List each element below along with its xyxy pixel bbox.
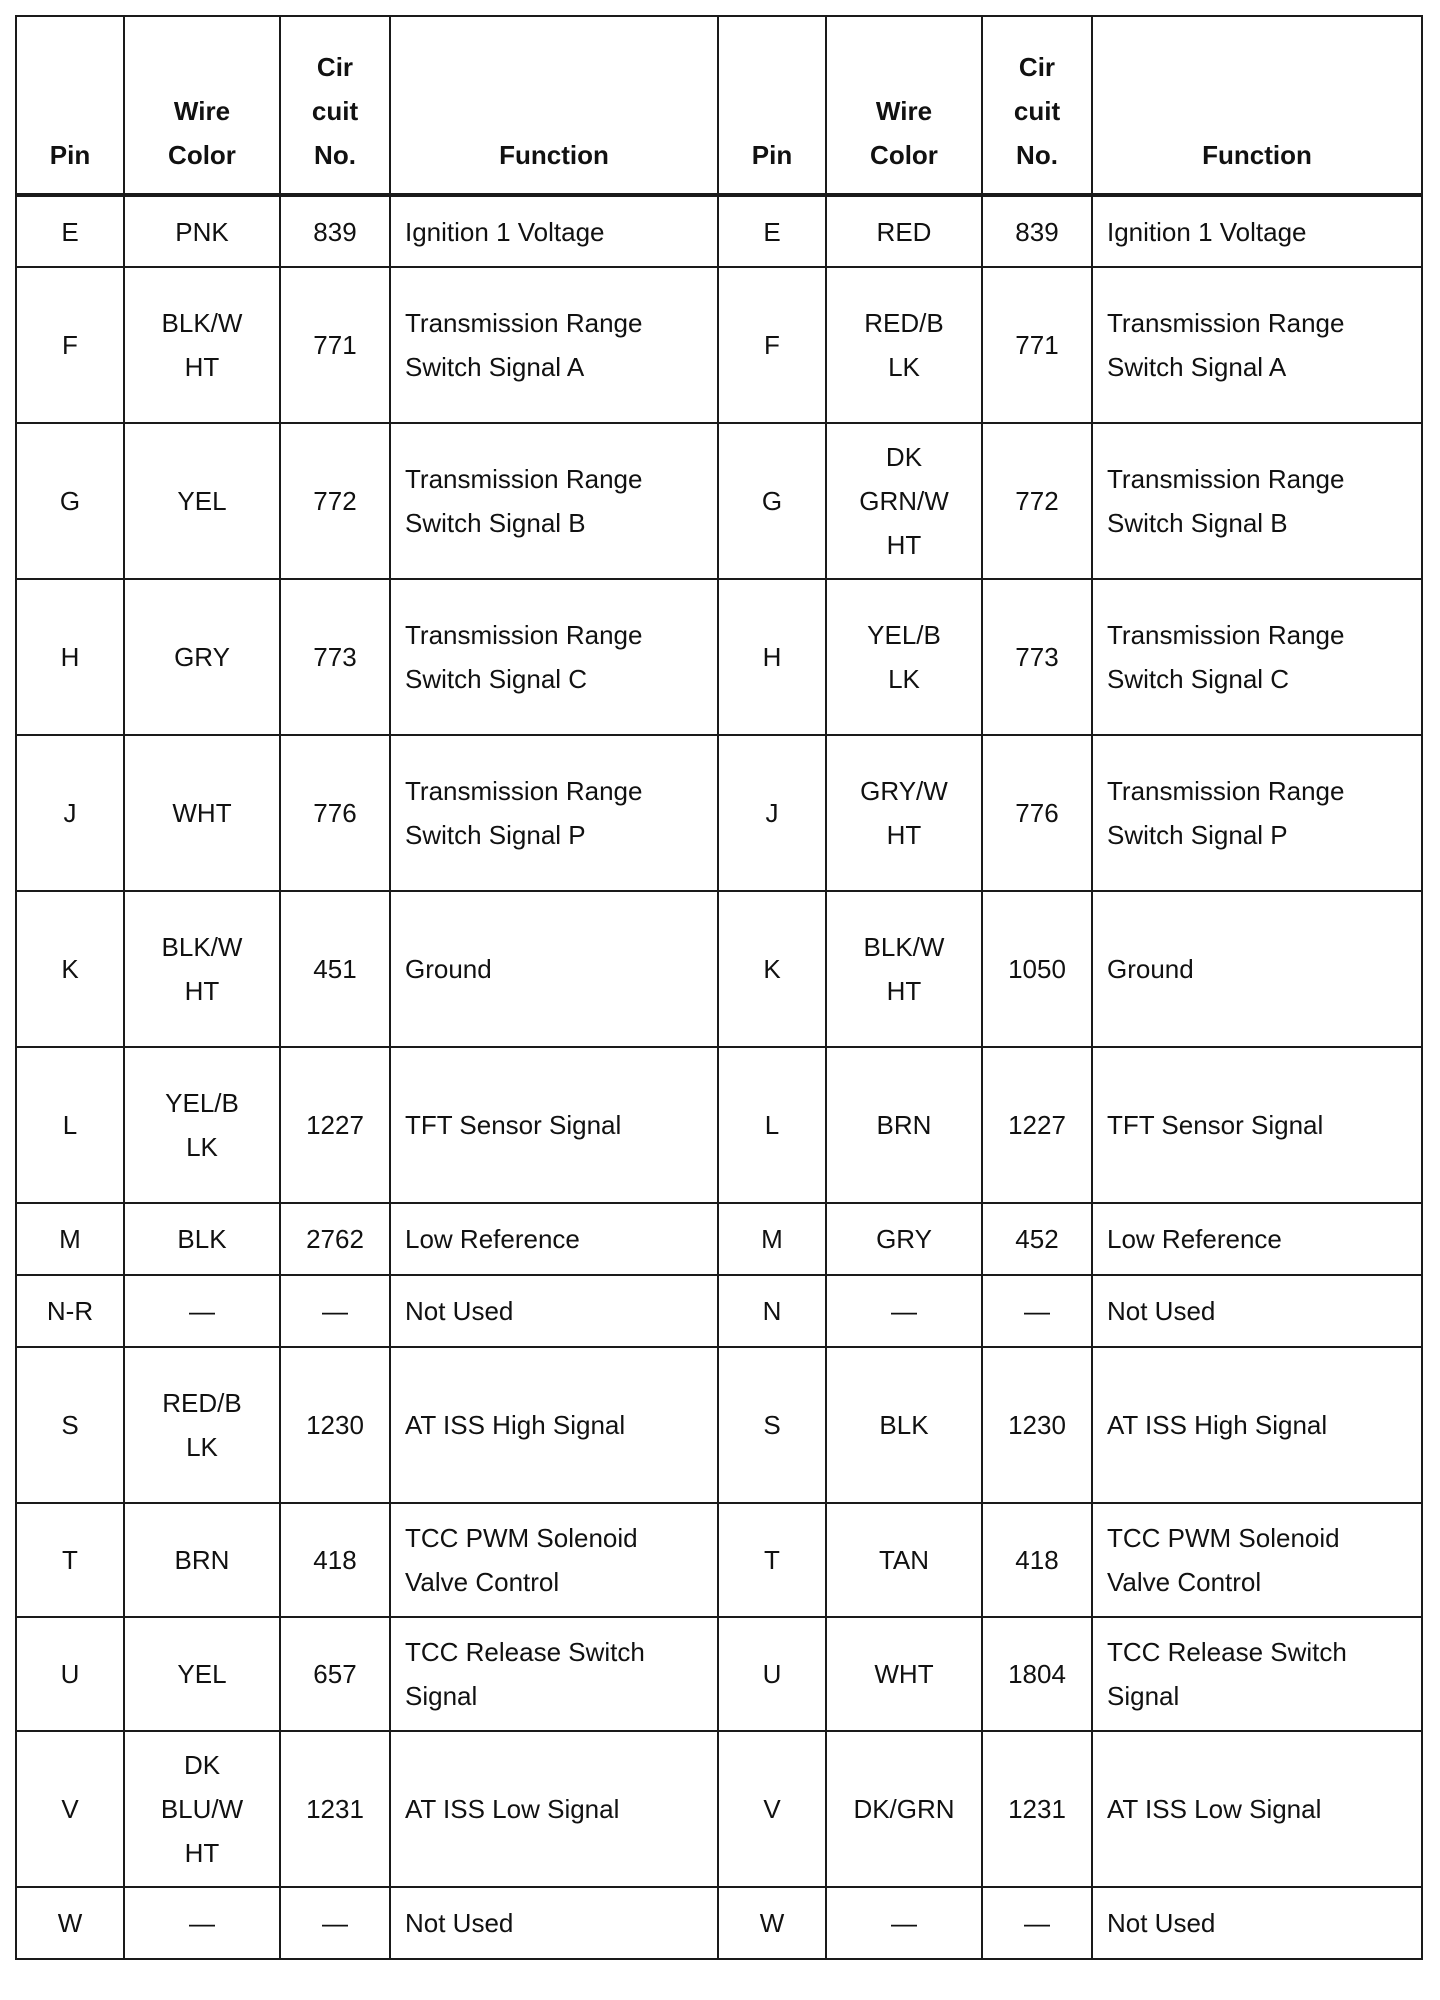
wire-color-cell-text: WHT [172,798,232,828]
wire-color-cell-right [826,1203,982,1275]
circuit-number-cell-left [280,1275,390,1347]
function-cell-text: TCC Release Switch Signal [405,1637,645,1711]
pin-cell-left [16,267,124,423]
pin-cell-right [718,1503,826,1617]
pin-cell-text: W [57,1908,83,1938]
function-cell-left [390,1203,718,1275]
function-cell-left [390,1617,718,1731]
function-cell-text: Transmission Range Switch Signal C [405,620,643,694]
wire-color-cell-right [826,1347,982,1503]
function-cell-text: Transmission Range Switch Signal P [405,776,643,850]
wire-color-cell-right [826,579,982,735]
function-cell-text: AT ISS High Signal [1107,1410,1328,1440]
pin-cell-text: U [762,1659,782,1689]
wire-color-cell-right [826,195,982,267]
pin-cell-left [16,1347,124,1503]
header-pin-right: Pin [718,16,826,195]
circuit-number-cell-right [982,1731,1092,1887]
wire-color-cell-text: BLK [879,1410,929,1440]
function-cell-left [390,423,718,579]
function-cell-right [1092,579,1422,735]
circuit-number-cell-text: 839 [1015,216,1059,247]
function-cell-text: TFT Sensor Signal [1107,1110,1324,1140]
wire-color-cell-text: — [189,1296,215,1326]
circuit-number-cell-left [280,579,390,735]
pin-cell-text: F [62,330,78,360]
pin-cell-right [718,1617,826,1731]
wire-color-cell-right [826,423,982,579]
wire-color-cell-right [826,1887,982,1959]
table-row [16,423,1422,579]
function-cell-text: Low Reference [1107,1224,1282,1254]
circuit-number-cell-text: 1231 [1008,1794,1066,1824]
table-row [16,1887,1422,1959]
pin-cell-text: E [61,216,79,247]
wire-color-cell-left [124,195,280,267]
function-cell-left [390,1731,718,1887]
circuit-number-cell-text: 771 [313,330,357,360]
function-cell-text: Not Used [1107,1908,1216,1938]
pin-cell-right [718,1731,826,1887]
pin-cell-text: L [62,1110,78,1140]
circuit-number-cell-right [982,1275,1092,1347]
header-pin-left: Pin [16,16,124,195]
circuit-number-cell-right [982,1347,1092,1503]
wire-color-cell-left [124,735,280,891]
function-cell-text: AT ISS High Signal [405,1410,626,1440]
pin-cell-text: V [763,1794,781,1824]
function-cell-text: Transmission Range Switch Signal P [1107,776,1345,850]
pin-cell-text: T [62,1545,78,1575]
header-wire-color-left: Wire Color [124,16,280,195]
pin-cell-text: L [764,1110,780,1140]
wire-color-cell-text: RED [876,216,932,247]
function-cell-text: Transmission Range Switch Signal A [1107,308,1345,382]
function-cell-text: Transmission Range Switch Signal C [1107,620,1345,694]
pin-cell-text: S [763,1410,781,1440]
circuit-number-cell-text: 776 [313,798,357,828]
header-row [16,16,1422,195]
circuit-number-cell-text: 1230 [1008,1410,1066,1440]
wire-color-cell-text: DK/GRN [853,1794,955,1824]
wire-color-cell-text: GRY [876,1224,932,1254]
circuit-number-cell-left [280,1347,390,1503]
wire-color-cell-right [826,891,982,1047]
function-cell-text: Not Used [405,1908,514,1938]
wire-color-cell-text: BLK/W HT [863,932,945,1006]
circuit-number-cell-left [280,1617,390,1731]
pin-cell-right [718,891,826,1047]
pin-cell-text: M [59,1224,81,1254]
header-function-left: Function [390,16,718,195]
wire-color-cell-text: BLK/W HT [161,932,243,1006]
function-cell-text: Ignition 1 Voltage [1107,216,1307,247]
table-row [16,195,1422,267]
circuit-number-cell-left [280,423,390,579]
pin-cell-left [16,891,124,1047]
connector-pinout-table [15,15,1423,1960]
function-cell-right [1092,1203,1422,1275]
function-cell-right [1092,735,1422,891]
function-cell-left [390,735,718,891]
function-cell-text: Transmission Range Switch Signal B [405,464,643,538]
table-row [16,579,1422,735]
wire-color-cell-right [826,267,982,423]
wire-color-cell-text: WHT [874,1659,934,1689]
pin-cell-left [16,1203,124,1275]
wire-color-cell-right [826,1503,982,1617]
circuit-number-cell-text: 657 [313,1659,357,1689]
wire-color-cell-text: RED/B LK [864,308,944,382]
function-cell-left [390,1047,718,1203]
circuit-number-cell-text: — [322,1908,348,1938]
circuit-number-cell-text: 839 [313,216,357,247]
wire-color-cell-text: — [891,1908,917,1938]
pin-cell-left [16,735,124,891]
wire-color-cell-right [826,1731,982,1887]
pin-cell-right [718,267,826,423]
circuit-number-cell-right [982,1887,1092,1959]
wire-color-cell-text: YEL/B LK [165,1088,239,1162]
circuit-number-cell-left [280,1887,390,1959]
pin-cell-text: S [61,1410,79,1440]
circuit-number-cell-left [280,891,390,1047]
pin-cell-text: K [61,954,79,984]
pin-cell-right [718,1275,826,1347]
wire-color-cell-right [826,1617,982,1731]
pin-cell-left [16,1887,124,1959]
pin-cell-text: H [762,642,782,672]
pin-cell-text: M [761,1224,783,1254]
wire-color-cell-right [826,735,982,891]
pin-cell-right [718,1047,826,1203]
circuit-number-cell-text: 1804 [1008,1659,1066,1689]
circuit-number-cell-left [280,1731,390,1887]
pin-cell-text: J [63,798,77,828]
function-cell-text: Ignition 1 Voltage [405,216,605,247]
table-row [16,1275,1422,1347]
header-circuit-right: Cir cuit No. [982,16,1092,195]
table-body [16,195,1422,1959]
pin-cell-right [718,579,826,735]
wire-color-cell-left [124,1347,280,1503]
function-cell-left [390,579,718,735]
function-cell-right [1092,1275,1422,1347]
pin-cell-text: F [764,330,780,360]
pin-cell-left [16,1275,124,1347]
table-row [16,267,1422,423]
table-row [16,1047,1422,1203]
circuit-number-cell-text: 1231 [306,1794,364,1824]
pin-cell-right [718,735,826,891]
function-cell-text: Transmission Range Switch Signal A [405,308,643,382]
pin-cell-text: G [59,486,81,516]
wire-color-cell-left [124,267,280,423]
wire-color-cell-left [124,423,280,579]
pin-cell-text: N [762,1296,782,1326]
pin-cell-right [718,1347,826,1503]
pin-cell-left [16,1503,124,1617]
table-row [16,735,1422,891]
function-cell-right [1092,195,1422,267]
pin-cell-left [16,195,124,267]
wire-color-cell-text: PNK [175,216,229,247]
circuit-number-cell-text: 451 [313,954,357,984]
circuit-number-cell-right [982,891,1092,1047]
function-cell-left [390,1275,718,1347]
wire-color-cell-right [826,1047,982,1203]
table-row [16,891,1422,1047]
wire-color-cell-left [124,1275,280,1347]
wire-color-cell-text: YEL [177,1659,227,1689]
wire-color-cell-right [826,1275,982,1347]
pin-cell-text: H [60,642,80,672]
circuit-number-cell-text: 773 [1015,642,1059,672]
function-cell-left [390,267,718,423]
function-cell-left [390,891,718,1047]
header-circuit-left: Cir cuit No. [280,16,390,195]
function-cell-right [1092,1617,1422,1731]
circuit-number-cell-right [982,1617,1092,1731]
pin-cell-left [16,423,124,579]
circuit-number-cell-left [280,1503,390,1617]
circuit-number-cell-left [280,195,390,267]
function-cell-text: TCC PWM Solenoid Valve Control [405,1523,638,1597]
wire-color-cell-text: TAN [878,1545,930,1575]
pin-cell-right [718,423,826,579]
function-cell-text: AT ISS Low Signal [1107,1794,1322,1824]
function-cell-text: Low Reference [405,1224,580,1254]
wire-color-cell-text: GRY/W HT [860,776,948,850]
pin-cell-text: U [60,1659,80,1689]
function-cell-right [1092,1503,1422,1617]
function-cell-text: TCC Release Switch Signal [1107,1637,1347,1711]
wire-color-cell-left [124,1731,280,1887]
circuit-number-cell-text: 771 [1015,330,1059,360]
circuit-number-cell-right [982,1203,1092,1275]
pin-cell-text: T [764,1545,780,1575]
wire-color-cell-left [124,891,280,1047]
circuit-number-cell-text: 776 [1015,798,1059,828]
pin-cell-text: E [763,216,781,247]
wire-color-cell-left [124,1203,280,1275]
wire-color-cell-text: YEL/B LK [867,620,941,694]
wire-color-cell-text: BLK [177,1224,227,1254]
circuit-number-cell-left [280,1203,390,1275]
wire-color-cell-text: BRN [174,1545,230,1575]
circuit-number-cell-text: — [1024,1296,1050,1326]
circuit-number-cell-text: — [1024,1908,1050,1938]
function-cell-text: Ground [1107,954,1194,984]
circuit-number-cell-text: 772 [1015,486,1059,516]
pin-cell-left [16,579,124,735]
function-cell-text: Not Used [405,1296,514,1326]
circuit-number-cell-right [982,267,1092,423]
wire-color-cell-left [124,1617,280,1731]
circuit-number-cell-text: 418 [1015,1545,1059,1575]
function-cell-right [1092,1047,1422,1203]
function-cell-text: AT ISS Low Signal [405,1794,620,1824]
wire-color-cell-left [124,1047,280,1203]
pin-cell-text: J [765,798,779,828]
pin-cell-right [718,195,826,267]
wire-color-cell-text: RED/B LK [162,1388,242,1462]
wire-color-cell-left [124,579,280,735]
pin-cell-left [16,1617,124,1731]
function-cell-left [390,1887,718,1959]
circuit-number-cell-right [982,735,1092,891]
pin-cell-text: V [61,1794,79,1824]
function-cell-right [1092,1887,1422,1959]
table-row [16,1503,1422,1617]
pin-cell-left [16,1731,124,1887]
pin-cell-right [718,1887,826,1959]
wire-color-cell-text: — [891,1296,917,1326]
wire-color-cell-left [124,1503,280,1617]
wire-color-cell-text: YEL [177,486,227,516]
pin-cell-text: K [763,954,781,984]
circuit-number-cell-text: 1230 [306,1410,364,1440]
circuit-number-cell-text: 1227 [1008,1110,1066,1140]
function-cell-text: TFT Sensor Signal [405,1110,622,1140]
function-cell-text: Ground [405,954,492,984]
pin-cell-text: W [759,1908,785,1938]
circuit-number-cell-right [982,423,1092,579]
function-cell-right [1092,891,1422,1047]
function-cell-right [1092,423,1422,579]
circuit-number-cell-right [982,1047,1092,1203]
header-function-right: Function [1092,16,1422,195]
circuit-number-cell-right [982,579,1092,735]
circuit-number-cell-right [982,1503,1092,1617]
function-cell-left [390,195,718,267]
function-cell-left [390,1347,718,1503]
pin-cell-left [16,1047,124,1203]
wire-color-cell-text: BLK/W HT [161,308,243,382]
circuit-number-cell-text: 2762 [306,1224,364,1254]
function-cell-text: TCC PWM Solenoid Valve Control [1107,1523,1340,1597]
pin-cell-text: G [761,486,783,516]
wire-color-cell-left [124,1887,280,1959]
circuit-number-cell-text: — [322,1296,348,1326]
wire-color-cell-text: BRN [876,1110,932,1140]
function-cell-right [1092,1347,1422,1503]
pin-cell-text: N-R [46,1296,94,1326]
wire-color-cell-text: — [189,1908,215,1938]
circuit-number-cell-text: 772 [313,486,357,516]
circuit-number-cell-left [280,267,390,423]
circuit-number-cell-text: 1050 [1008,954,1066,984]
table-row [16,1347,1422,1503]
circuit-number-cell-right [982,195,1092,267]
function-cell-left [390,1503,718,1617]
circuit-number-cell-left [280,735,390,891]
circuit-number-cell-text: 773 [313,642,357,672]
function-cell-right [1092,267,1422,423]
wire-color-cell-text: DK BLU/W HT [160,1750,244,1868]
wire-color-cell-text: DK GRN/W HT [859,442,949,560]
function-cell-text: Not Used [1107,1296,1216,1326]
header-wire-color-right: Wire Color [826,16,982,195]
table-row [16,1203,1422,1275]
circuit-number-cell-text: 452 [1015,1224,1059,1254]
circuit-number-cell-text: 1227 [306,1110,364,1140]
table-row [16,1617,1422,1731]
function-cell-text: Transmission Range Switch Signal B [1107,464,1345,538]
circuit-number-cell-text: 418 [313,1545,357,1575]
wire-color-cell-text: GRY [174,642,230,672]
circuit-number-cell-left [280,1047,390,1203]
table-row [16,1731,1422,1887]
pin-cell-right [718,1203,826,1275]
function-cell-right [1092,1731,1422,1887]
